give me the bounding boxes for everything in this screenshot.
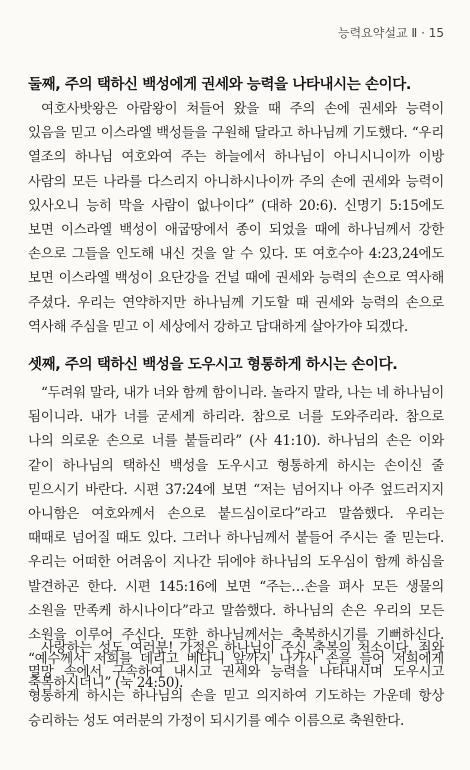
- section-3-paragraph-1: “두려워 말라, 내가 너와 함께 함이니라. 놀라지 말라, 나는 네 하나님이 됨이니라. 내가 너를 굳세게 하리라. 참으로 너를 도와주리라. 참으로 나의 의로운 손으로 너를 붙들리라” (사 41:10). 하나님의 손은 이와 같이 하나님의 택하신 백성을 도우시고 형통하게 하시는 손이신 줄 믿으시기 바란다. 시편 37:24에 보면 “저는 넘어지나 아주 엎드러지지 아니함은 여호와께서 손으로 붙드심이로다”라고 말씀했다. 우리는 때때로 넘어질 때도 있다. 그러나 하나님께서 붙들어 주시는 줄 믿는다. 우리는 어떠한 어려움이 지나간 뒤에야 하나님의 도우심이 함께 하심을 발견하곤 한다. 시편 145:16에 보면 “주는…손을 펴사 모든 생물의 소원을 만족케 하시나이다”라고 말씀했다. 하나님의 손은 우리의 모든 소원을 이루어 주신다. 또한 하나님께서는 축복하시기를 기뻐하신다. “예수께서 저희를 데리고 베다니 앞까지 나가사 손을 들어 저희에게 축복하시더니” (눅 24:50).: [28, 385, 444, 692]
- running-header: 능력요약설교 Ⅱ · 15: [338, 26, 444, 40]
- section-heading-2: 둘째, 주의 택하신 백성에게 권세와 능력을 나타내시는 손이다.: [28, 77, 411, 93]
- section-2-paragraph: 여호사밧왕은 아람왕이 쳐들어 왔을 때 주의 손에 권세와 능력이 있음을 믿고 이스라엘 백성들을 구원해 달라고 하나님께 기도했다. “우리 열조의 하나님 여호와여 주는 하늘에서 하나님이 아니시니이까 이방 사람의 모든 나라를 다스리지 아니하시나이까 주의 손에 권세와 능력이 있사오니 능히 막을 사람이 없나이다” (대하 20:6). 신명기 5:15에도 보면 이스라엘 백성이 애굽땅에서 종이 되었을 때에 하나님께서 강한 손으로 그들을 인도해 내신 것을 알 수 있다. 또 여호수아 4:23,24에도 보면 이스라엘 백성이 요단강을 건널 때에 권세와 능력의 손으로 역사해 주셨다. 우리는 연약하지만 하나님께 기도할 때 권세와 능력의 손으로 역사해 주심을 믿고 이 세상에서 강하고 담대하게 살아가야 되겠다.: [28, 101, 444, 335]
- section-3-paragraph-2: 사랑하는 성도 여러분! 가정은 하나님이 주신 축복의 처소이다. 죄와 멸망 속에서 구속하여 내시고 권세와 능력을 나타내시며 도우시고 형통하게 하시는 하나님의 손을 믿고 의지하여 기도하는 가운데 항상 승리하는 성도 여러분의 가정이 되시기를 예수 이름으로 축원한다.: [28, 640, 444, 729]
- section-heading-3: 셋째, 주의 택하신 백성을 도우시고 형통하게 하시는 손이다.: [28, 357, 398, 373]
